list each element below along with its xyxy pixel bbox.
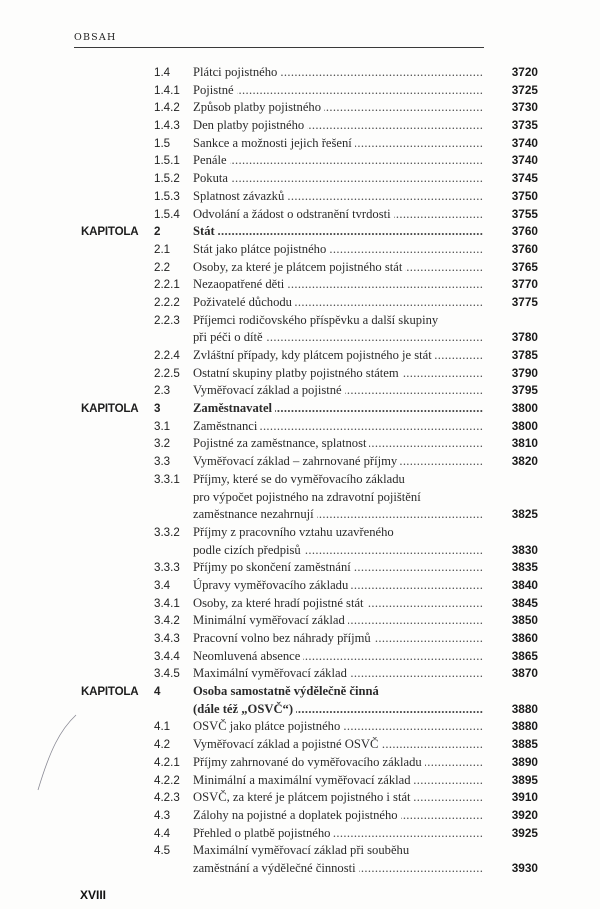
- section-title: [193, 435, 483, 453]
- section-title: [193, 542, 483, 560]
- toc-entry-row[interactable]: [0, 524, 600, 542]
- pen-mark-icon: [30, 710, 80, 800]
- toc-entry-row[interactable]: [0, 577, 600, 595]
- page-ref: 3890: [511, 754, 538, 769]
- section-title: [193, 400, 483, 418]
- section-number: 3.4.3: [154, 632, 180, 645]
- section-title: [193, 382, 483, 400]
- section-title-text: Neomluvená absence: [193, 649, 303, 663]
- section-title: [193, 789, 483, 807]
- toc-entry-row[interactable]: [0, 259, 600, 277]
- toc-entry-row[interactable]: [0, 241, 600, 259]
- page-ref: 3725: [511, 82, 538, 97]
- section-title: [193, 82, 483, 100]
- page-ref: 3870: [511, 666, 538, 681]
- section-title-text: Minimální a maximální vyměřovací základ: [193, 773, 414, 787]
- section-number: 1.5.3: [154, 189, 180, 203]
- toc-entry-row[interactable]: [0, 718, 600, 736]
- page-ref: 3880: [511, 719, 538, 734]
- section-title-text: Pojistné: [193, 83, 237, 97]
- section-title-text: OSVČ, za které je plátcem pojistného i stát: [193, 790, 414, 804]
- toc-entry-row[interactable]: [0, 772, 600, 790]
- section-number: 3.4.2: [154, 614, 180, 628]
- section-title: [193, 259, 483, 277]
- toc-entry-row[interactable]: [0, 453, 600, 471]
- section-title-text: Vyměřovací základ – zahrnované příjmy: [193, 454, 400, 468]
- section-title-text: Stát: [193, 224, 218, 238]
- section-title: [193, 365, 483, 383]
- section-title-text: Splatnost závazků: [193, 189, 287, 203]
- page-ref: 3775: [511, 294, 538, 309]
- page-ref: 3755: [511, 206, 538, 221]
- section-number: 3.3.2: [154, 525, 180, 539]
- section-number: 4.2: [154, 738, 171, 752]
- section-title-text: Maximální vyměřovací základ při souběhu: [193, 843, 412, 857]
- section-title: [193, 736, 483, 754]
- toc-entry-row[interactable]: [0, 630, 600, 648]
- toc-entry-row[interactable]: [0, 170, 600, 188]
- section-title-text: (dále též „OSVČ“): [193, 702, 296, 716]
- toc-entry-row[interactable]: [0, 542, 600, 560]
- page-ref: 3910: [511, 790, 538, 805]
- page-ref: 3810: [511, 436, 538, 451]
- page-ref: 3740: [511, 153, 538, 168]
- page-ref: 3765: [511, 259, 538, 274]
- section-title-text: Způsob platby pojistného: [193, 100, 324, 114]
- toc-entry-row[interactable]: [0, 294, 600, 312]
- section-title-text: Maximální vyměřovací základ: [193, 666, 350, 680]
- section-title: [193, 665, 483, 683]
- section-title-text: Zaměstnavatel: [193, 401, 275, 415]
- section-title: [193, 630, 483, 648]
- section-number: 3: [154, 402, 161, 416]
- section-number: 4.2.3: [154, 791, 180, 805]
- section-title: [193, 648, 483, 666]
- page-ref: 3770: [511, 277, 538, 292]
- section-number: 3.4: [154, 578, 171, 592]
- section-title: [193, 471, 483, 489]
- section-title: [193, 206, 483, 224]
- section-title-text: Poživatelé důchodu: [193, 295, 295, 309]
- toc-entry-row[interactable]: [0, 329, 600, 347]
- page-ref: 3880: [511, 701, 538, 716]
- section-number: 4.3: [154, 808, 171, 822]
- page-ref: 3845: [511, 595, 538, 610]
- section-number: 4.2.1: [154, 755, 180, 769]
- section-title: [193, 347, 483, 365]
- section-title-text: Osoby, za které hradí pojistné stát: [193, 596, 367, 610]
- section-title: [193, 489, 483, 507]
- section-title-text: Den platby pojistného: [193, 118, 307, 132]
- section-title: [193, 506, 483, 524]
- section-title-text: Příjmy z pracovního vztahu uzavřeného: [193, 525, 397, 539]
- section-title-text: OSVČ jako plátce pojistného: [193, 719, 343, 733]
- section-title-text: Sankce a možnosti jejich řešení: [193, 136, 355, 150]
- running-header-title: OBSAH: [74, 32, 117, 43]
- section-title: [193, 418, 483, 436]
- section-title: [193, 595, 483, 613]
- toc-chapter-row[interactable]: [0, 701, 600, 719]
- section-number: 2: [154, 225, 161, 239]
- section-title-text: podle cizích předpisů: [193, 543, 304, 557]
- page-ref: 3800: [511, 401, 538, 416]
- page-ref: 3925: [511, 825, 538, 840]
- page-ref: 3820: [511, 454, 538, 469]
- section-number: 3.2: [154, 437, 171, 451]
- toc-entry-row[interactable]: [0, 665, 600, 683]
- section-title-text: Pokuta: [193, 171, 231, 185]
- page-ref: 3790: [511, 365, 538, 380]
- toc-entry-row[interactable]: [0, 807, 600, 825]
- page-ref: 3720: [511, 65, 538, 79]
- chapter-label: KAPITOLA: [81, 225, 139, 239]
- toc-entry-row[interactable]: [0, 612, 600, 630]
- page-ref: 3930: [511, 860, 538, 875]
- section-number: 1.4.1: [154, 83, 180, 97]
- page-number: XVIII: [80, 888, 107, 902]
- section-title: [193, 701, 483, 719]
- page-ref: 3750: [511, 188, 538, 203]
- section-title-text: Přehled o platbě pojistného: [193, 826, 333, 840]
- page-ref: 3730: [511, 100, 538, 115]
- section-number: 1.4.2: [154, 101, 180, 115]
- section-number: 1.5.4: [154, 207, 180, 221]
- section-number: 1.5.1: [154, 154, 180, 168]
- section-number: 2.2.1: [154, 278, 180, 292]
- toc-entry-row[interactable]: [0, 276, 600, 294]
- section-title: [193, 152, 483, 170]
- section-title: [193, 453, 483, 471]
- section-title: [193, 754, 483, 772]
- toc-entry-row[interactable]: [0, 312, 600, 330]
- page-ref: 3735: [511, 118, 538, 133]
- section-title-text: Odvolání a žádost o odstranění tvrdosti: [193, 207, 394, 221]
- section-title: [193, 223, 483, 241]
- section-number: 3.1: [154, 419, 171, 433]
- chapter-label: KAPITOLA: [81, 685, 139, 699]
- toc-entry-row[interactable]: [0, 347, 600, 365]
- section-title-text: Ostatní skupiny platby pojistného státem: [193, 366, 402, 380]
- page-ref: 3840: [511, 577, 538, 592]
- page-ref: 3885: [511, 737, 538, 752]
- page-ref: 3895: [511, 772, 538, 787]
- page-ref: 3740: [511, 135, 538, 150]
- section-title-text: Pracovní volno bez náhrady příjmů: [193, 631, 374, 645]
- toc-entry-row[interactable]: [0, 135, 600, 153]
- toc-chapter-row[interactable]: [0, 683, 600, 701]
- section-title: [193, 807, 483, 825]
- section-title: [193, 612, 483, 630]
- section-title: [193, 842, 483, 860]
- toc-entry-row[interactable]: [0, 860, 600, 878]
- section-number: 3.4.5: [154, 667, 180, 681]
- section-title: [193, 860, 483, 878]
- section-title-text: Zaměstnanci: [193, 419, 260, 433]
- section-number: 4.2.2: [154, 773, 180, 787]
- section-number: 1.5.2: [154, 172, 180, 186]
- toc-entry-row[interactable]: [0, 595, 600, 613]
- chapter-label: KAPITOLA: [81, 402, 139, 416]
- section-title-text: zaměstnání a výdělečné činnosti: [193, 861, 359, 875]
- toc-entry-row[interactable]: [0, 82, 600, 100]
- section-title: [193, 117, 483, 135]
- toc-entry-row[interactable]: [0, 471, 600, 489]
- section-title-text: Pojistné za zaměstnance, splatnost: [193, 436, 369, 450]
- page-ref: 3835: [511, 560, 538, 575]
- section-title-text: Nezaopatřené děti: [193, 277, 287, 291]
- section-title-text: Osoba samostatně výdělečně činná: [193, 684, 382, 698]
- toc-entry-row[interactable]: [0, 825, 600, 843]
- section-title-text: Minimální vyměřovací základ: [193, 613, 348, 627]
- toc-entry-row[interactable]: [0, 64, 600, 82]
- toc-entry-row[interactable]: [0, 365, 600, 383]
- section-title: [193, 241, 483, 259]
- section-title-text: Příjemci rodičovského příspěvku a další skupiny: [193, 313, 441, 327]
- section-title: [193, 718, 483, 736]
- toc-entry-row[interactable]: [0, 99, 600, 117]
- section-title: [193, 825, 483, 843]
- section-number: 3.4.1: [154, 596, 180, 610]
- toc-chapter-row[interactable]: [0, 400, 600, 418]
- toc-entry-row[interactable]: [0, 152, 600, 170]
- section-title-text: Příjmy po skončení zaměstnání: [193, 560, 354, 574]
- page-ref: 3800: [511, 418, 538, 433]
- page-ref: 3830: [511, 542, 538, 557]
- section-number: 4.5: [154, 844, 171, 858]
- toc-entry-row[interactable]: [0, 754, 600, 772]
- page-ref: 3780: [511, 330, 538, 345]
- toc-entry-row[interactable]: [0, 382, 600, 400]
- toc-entry-row[interactable]: [0, 188, 600, 206]
- section-number: 3.4.4: [154, 649, 180, 663]
- page-ref: 3760: [511, 241, 538, 256]
- header-rule: [74, 47, 484, 48]
- table-of-contents: [0, 64, 600, 878]
- section-number: 3.3: [154, 455, 171, 469]
- toc-entry-row[interactable]: [0, 117, 600, 135]
- section-number: 4.4: [154, 826, 171, 840]
- section-number: 2.2.4: [154, 349, 180, 362]
- page-ref: 3825: [511, 507, 538, 522]
- toc-entry-row[interactable]: [0, 789, 600, 807]
- section-title-text: Vyměřovací základ a pojistné: [193, 383, 345, 397]
- toc-entry-row[interactable]: [0, 418, 600, 436]
- section-title: [193, 312, 483, 330]
- section-title-text: Příjmy, které se do vyměřovacího základu: [193, 472, 408, 486]
- toc-entry-row[interactable]: [0, 559, 600, 577]
- section-number: 3.3.3: [154, 561, 180, 575]
- toc-entry-row[interactable]: [0, 435, 600, 453]
- page-ref: 3860: [511, 631, 538, 645]
- section-title-text: Osoby, za které je plátcem pojistného stát: [193, 260, 405, 274]
- section-title: [193, 294, 483, 312]
- page-ref: 3745: [511, 171, 538, 186]
- page-ref: 3760: [511, 224, 538, 239]
- section-title: [193, 188, 483, 206]
- section-title-text: Vyměřovací základ a pojistné OSVČ: [193, 737, 381, 751]
- toc-entry-row[interactable]: [0, 842, 600, 860]
- section-number: 3.3.1: [154, 472, 180, 486]
- section-title: [193, 64, 483, 82]
- toc-entry-row[interactable]: [0, 736, 600, 754]
- section-title-text: při péči o dítě: [193, 330, 266, 344]
- section-title: [193, 577, 483, 595]
- section-number: 4.1: [154, 720, 171, 734]
- section-number: 1.4: [154, 66, 171, 79]
- section-title: [193, 135, 483, 153]
- section-title-text: Stát jako plátce pojistného: [193, 242, 329, 256]
- section-title: [193, 329, 483, 347]
- page-ref: 3850: [511, 613, 538, 628]
- section-number: 2.3: [154, 384, 171, 398]
- section-number: 1.4.3: [154, 119, 180, 133]
- section-title-text: pro výpočet pojistného na zdravotní pojištění: [193, 490, 424, 504]
- section-title-text: zaměstnance nezahrnují: [193, 507, 317, 521]
- section-title: [193, 559, 483, 577]
- section-number: 2.2.5: [154, 366, 180, 380]
- section-number: 1.5: [154, 136, 171, 150]
- section-number: 4: [154, 685, 161, 699]
- section-number: 2.2: [154, 260, 171, 274]
- page-ref: 3785: [511, 348, 538, 362]
- section-title: [193, 772, 483, 790]
- section-title: [193, 524, 483, 542]
- section-title-text: Zálohy na pojistné a doplatek pojistného: [193, 808, 401, 822]
- toc-entry-row[interactable]: [0, 489, 600, 507]
- toc-entry-row[interactable]: [0, 506, 600, 524]
- section-title-text: Příjmy zahrnované do vyměřovacího základu: [193, 755, 425, 769]
- page-ref: 3795: [511, 383, 538, 398]
- section-title-text: Penále: [193, 153, 230, 167]
- section-title: [193, 276, 483, 294]
- toc-entry-row[interactable]: [0, 206, 600, 224]
- section-title: [193, 99, 483, 117]
- section-number: 2.2.3: [154, 313, 180, 327]
- section-number: 2.1: [154, 242, 171, 256]
- section-number: 2.2.2: [154, 295, 180, 309]
- section-title-text: Úpravy vyměřovacího základu: [193, 578, 351, 592]
- section-title: [193, 170, 483, 188]
- section-title-text: Zvláštní případy, kdy plátcem pojistného je stát: [193, 348, 435, 362]
- toc-chapter-row[interactable]: [0, 223, 600, 241]
- toc-entry-row[interactable]: [0, 648, 600, 666]
- page-ref: 3920: [511, 807, 538, 822]
- section-title-text: Plátci pojistného: [193, 65, 280, 79]
- section-title: [193, 683, 483, 701]
- page-ref: 3865: [511, 648, 538, 663]
